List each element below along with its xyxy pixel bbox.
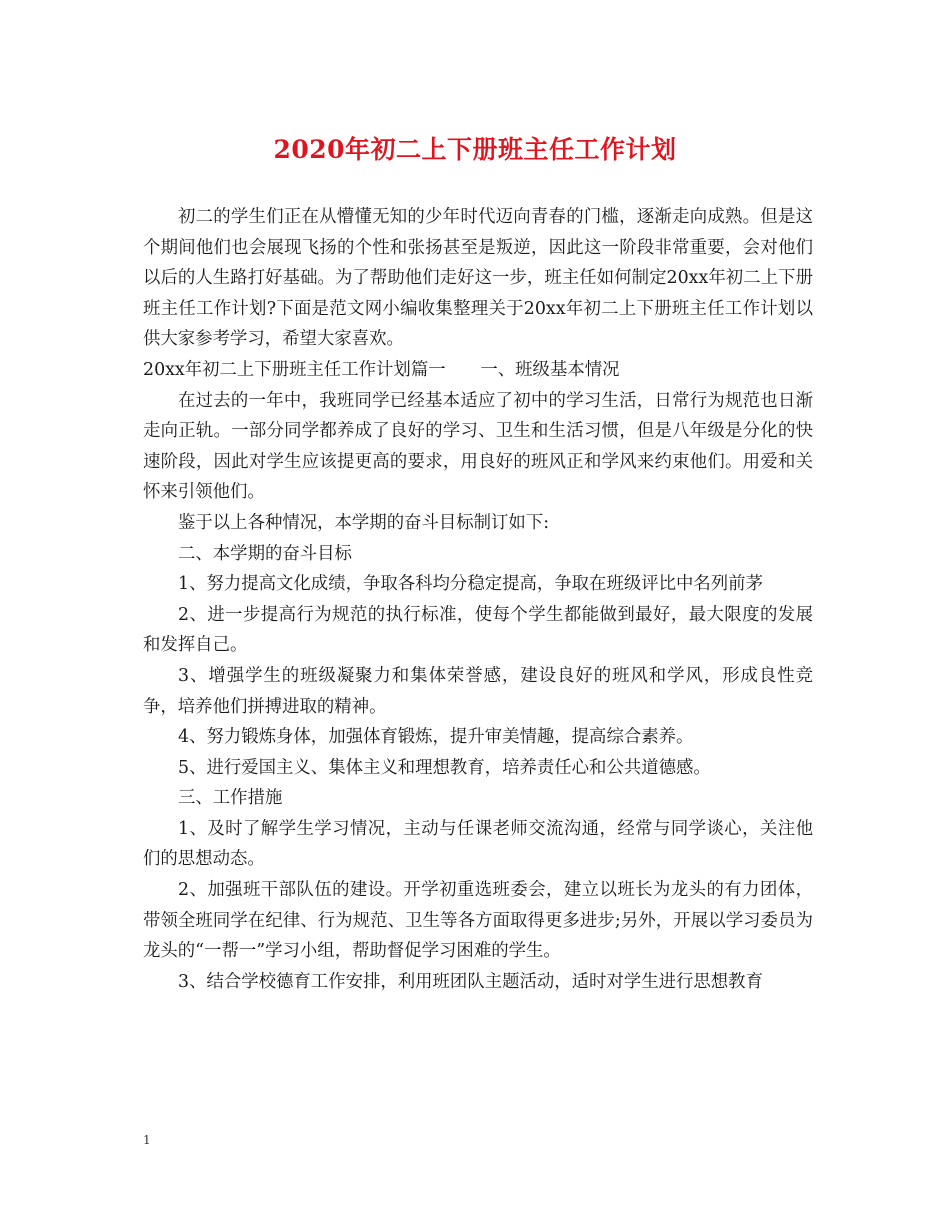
page-number: 1: [143, 1133, 151, 1147]
section-heading: 三、工作措施: [178, 788, 283, 809]
list-item: 5、进行爱国主义、集体主义和理想教育，培养责任心和公共道德感。: [178, 757, 711, 778]
paragraph: 20xx年初二上下册班主任工作计划篇一 一、班级基本情况: [143, 359, 620, 380]
document-body: [143, 202, 813, 997]
paragraph: 在过去的一年中，我班同学已经基本适应了初中的学习生活，日常行为规范也日渐走向正轨。一部分同学都养成了良好的学习、卫生和生活习惯，但是八年级是分化的快速阶段，因此对学生应该提更高的要求，用良好的班风正和学风来约束他们。用爱和关怀来引领他们。: [143, 390, 813, 503]
list-item: 3、增强学生的班级凝聚力和集体荣誉感，建设良好的班风和学风，形成良性竞争，培养他们拼搏进取的精神。: [143, 665, 813, 717]
list-item: 4、努力锻炼身体，加强体育锻炼，提升审美情趣，提高综合素养。: [178, 727, 694, 748]
list-item: 1、努力提高文化成绩，争取各科均分稳定提高，争取在班级评比中名列前茅: [178, 574, 763, 595]
paragraph: 初二的学生们正在从懵懂无知的少年时代迈向青春的门槛，逐渐走向成熟。但是这个期间他们也会展现飞扬的个性和张扬甚至是叛逆，因此这一阶段非常重要，会对他们以后的人生路打好基础。为了帮助他们走好这一步，班主任如何制定20xx年初二上下册班主任工作计划?下面是范文网小编收集整理关于20xx年初二上下册班主任工作计划以供大家参考学习，希望大家喜欢。: [143, 207, 813, 350]
list-item: 3、结合学校德育工作安排，利用班团队主题活动，适时对学生进行思想教育: [178, 971, 763, 992]
section-heading: 二、本学期的奋斗目标: [178, 543, 352, 564]
list-item: 2、加强班干部队伍的建设。开学初重选班委会，建立以班长为龙头的有力团体，带领全班同学在纪律、行为规范、卫生等各方面取得更多进步;另外，开展以学习委员为龙头的“一帮一”学习小组，帮助督促学习困难的学生。: [143, 880, 813, 962]
paragraph: 鉴于以上各种情况，本学期的奋斗目标制订如下:: [178, 512, 550, 533]
document-title: 2020年初二上下册班主任工作计划: [273, 135, 677, 164]
list-item: 2、进一步提高行为规范的执行标准，使每个学生都能做到最好，最大限度的发展和发挥自己。: [143, 604, 813, 656]
list-item: 1、及时了解学生学习情况，主动与任课老师交流沟通，经常与同学谈心，关注他们的思想动态。: [143, 818, 813, 870]
